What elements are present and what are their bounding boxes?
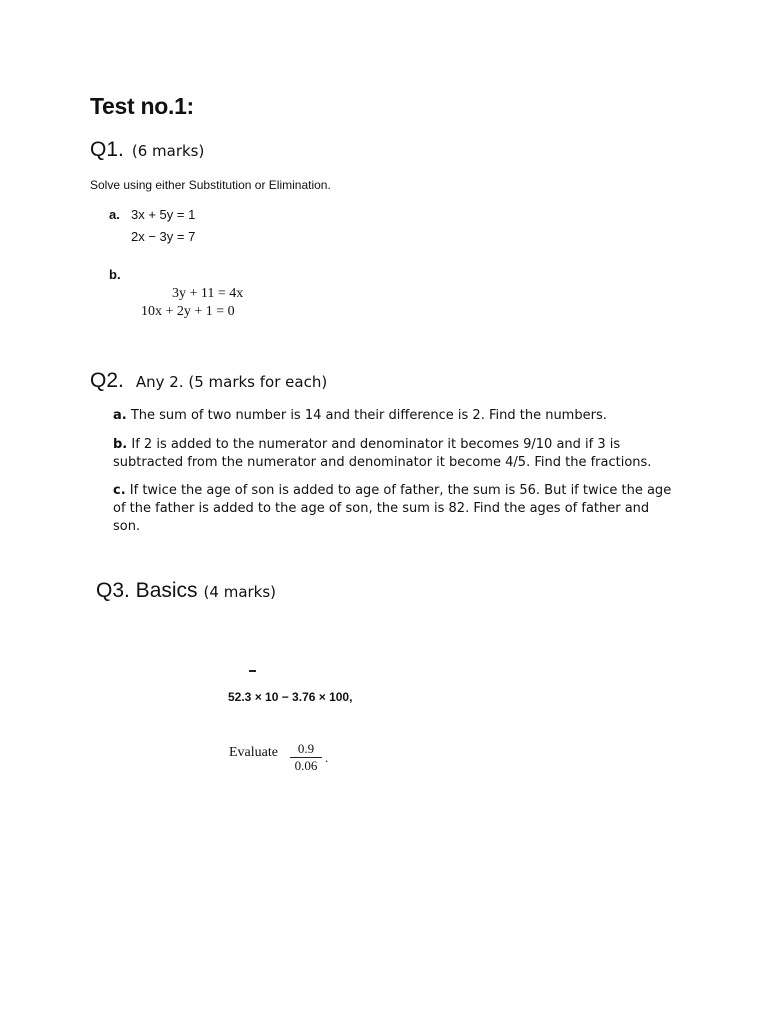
q2-item-a-text: The sum of two number is 14 and their difference is 2. Find the numbers. (126, 408, 607, 423)
q1b-equation-2: 10x + 2y + 1 = 0 (141, 304, 235, 319)
q3-heading (96, 579, 276, 603)
q3-fraction-denominator: 0.06 (294, 758, 318, 773)
q1-marks: (6 marks) (131, 142, 205, 160)
q2-heading (90, 369, 327, 393)
q3-expression: 52.3 × 10 − 3.76 × 100, (228, 690, 353, 704)
q2-item-c-label: c. (113, 483, 126, 498)
q2-item-a (113, 407, 673, 425)
q3-fraction (290, 742, 322, 773)
q2-marks: Any 2. (5 marks for each) (135, 373, 328, 391)
q1-number: Q1. (90, 138, 124, 161)
q3-number: Q3. Basics (96, 579, 198, 602)
q1-instruction: Solve using either Substitution or Elimination. (90, 178, 331, 192)
q3-marks: (4 marks) (203, 583, 277, 601)
q1a-equation-1: 3x + 5y = 1 (131, 207, 196, 222)
q2-item-b-label: b. (113, 437, 128, 452)
q2-item-b (113, 436, 673, 472)
q1-heading (90, 138, 204, 162)
q3-fraction-numerator: 0.9 (297, 741, 315, 756)
q2-item-a-label: a. (113, 408, 127, 423)
q1b-equation-1: 3y + 11 = 4x (172, 286, 244, 301)
q2-number: Q2. (90, 369, 124, 392)
page-title: Test no.1: (90, 93, 194, 119)
q1b-label: b. (109, 267, 121, 282)
recurring-bar-mark (249, 670, 256, 672)
q2-item-c (113, 482, 673, 536)
q3-fraction-trailing: . (325, 750, 329, 765)
q3-evaluate-label: Evaluate (229, 745, 278, 760)
q1a-label: a. (109, 207, 120, 222)
q2-item-c-text: If twice the age of son is added to age of father, the sum is 56. But if twice the age of the father is added to the age of son, the sum is 82. Find the ages of father and son. (113, 483, 672, 534)
q2-item-b-text: If 2 is added to the numerator and denominator it becomes 9/10 and if 3 is subtracted from the numerator and denominator it become 4/5. Find the fractions. (113, 437, 652, 470)
q1a-equation-2: 2x − 3y = 7 (131, 229, 196, 244)
